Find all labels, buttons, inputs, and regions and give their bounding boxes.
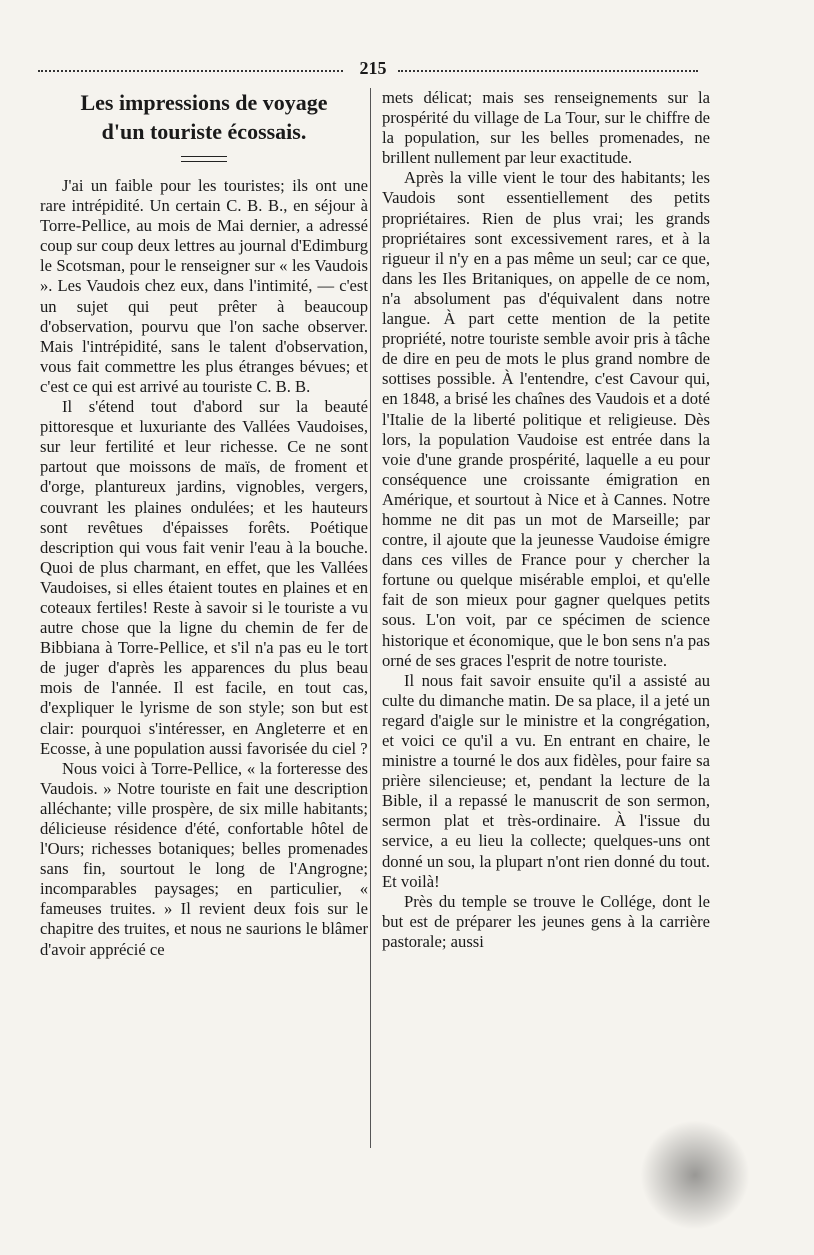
paragraph: Après la ville vient le tour des habitants; les Vaudois sont essentiellement des petits propriétaires. Rien de plus vrai; les grands propriétaires sont excessivement rares, et à la rigueur il n'y en a pas même un seul; car ce que, dans les Iles Britaniques, on appelle de ce nom, n'a absolument pas d'équivalent dans notre langue. À part cette mention de la petite propriété, notre touriste semble avoir pris à tâche de dire en peu de mots le plus grand nombre de sottises possible. À l'entendre, c'est Cavour qui, en 1848, a brisé les chaînes des Vaudois et a doté l'Italie de la liberté politique et religieuse. Dès lors, la population Vaudoise est entrée dans la voie d'une grande prospérité, laquelle a eu pour conséquence une croissante émigration en Amérique, et sourtout à Nice et à Cannes. Notre homme ne dit pas un mot de Marseille; par contre, il ajoute que la jeunesse Vaudoise émigre dans ces villes de France pour y chercher la fortune ou quelque misérable emploi, et qu'elle fait de son mieux pour gagner quelques petits sous. L'on voit, par ce spécimen de science historique et économique, que le bon sens n'a pas orné de ses graces l'esprit de notre touriste. [382,168,710,670]
paragraph: Près du temple se trouve le Collége, dont le but est de préparer les jeunes gens à la carrière pastorale; aussi [382,891,710,951]
paragraph: Nous voici à Torre-Pellice, « la forteresse des Vaudois. » Notre touriste en fait une description alléchante; ville prospère, de six mille habitants; délicieuse résidence d'été, confortable hôtel de l'Ours; richesses botaniques; belles promenades sans fin, sourtout le long de l'Angrogne; incomparables paysages; en particulier, « fameuses truites. » Il revient deux fois sur le chapitre des truites, et nous ne saurions le blâmer d'avoir apprécié ce [40,758,368,959]
page-header [38,58,698,82]
page-number: 215 [359,58,387,78]
ink-smudge [640,1120,750,1230]
title-ornament-rule [181,156,227,162]
paragraph: J'ai un faible pour les touristes; ils ont une rare intrépidité. Un certain C. B. B., en séjour à Torre-Pellice, au mois de Mai dernier, a adressé coup sur coup deux lettres au journal d'Edimburg le Scotsman, pour le renseigner sur « les Vaudois ». Les Vaudois chez eux, dans l'intimité, — c'est un sujet qui peut prêter à beaucoup d'observation, pourvu que l'on sache observer. Mais l'intrépidité, sans le talent d'observation, vous fait commettre les plus étranges bévues; et c'est ce qui est arrivé au touriste C. B. B. [40,176,368,396]
header-rule-left [38,70,343,72]
paragraph: Il s'étend tout d'abord sur la beauté pittoresque et luxuriante des Vallées Vaudoises, sur leur fertilité et leur richesse. Ce ne sont partout que moissons de maïs, de froment et d'orge, plantureux jardins, vignobles, vergers, couvrant les plaines ondulées; et les hauteurs sont revêtues d'épaisses forêts. Poétique description qui vous fait venir l'eau à la bouche. Quoi de plus charmant, en effet, que les Vallées Vaudoises, si elles étaient toutes en plaines et en coteaux fertiles! Reste à savoir si le touriste a vu autre chose que la ligne du chemin de fer de Bibbiana à Torre-Pellice, et s'il n'a pas eu le tort de juger d'après les apparences du plus beau mois de l'année. Il est facile, en tout cas, d'expliquer le lyrisme de son style; son but est clair: pourquoi s'intéresser, en Angleterre et en Ecosse, à une population aussi favorisée du ciel ? [40,397,368,758]
article-title [40,88,368,146]
header-rule-right [398,70,698,72]
article-title-line-1: Les impressions de voyage [80,90,328,115]
left-column [40,88,368,960]
paragraph: Il nous fait savoir ensuite qu'il a assisté au culte du dimanche matin. De sa place, il a jeté un regard d'aigle sur le ministre et la congrégation, et voici ce qu'il a vu. En entrant en chaire, le ministre a tourné le dos aux fidèles, pour faire sa prière silencieuse; et, pendant la lecture de la Bible, il a repassé le manuscrit de son sermon, sermon plat et très-ordinaire. À l'issue du service, a eu lieu la collecte; quelques-uns ont donné un sou, la plupart n'ont rien donné du tout. Et voilà! [382,670,710,891]
paragraph-continued: mets délicat; mais ses renseignements sur la prospérité du village de La Tour, sur le chiffre de la population, sur les belles promenades, ne brillent nullement par leur exactitude. [382,88,710,168]
article-title-line-2: d'un touriste écossais. [101,119,307,144]
right-column [382,88,710,952]
column-separator [370,88,371,1148]
